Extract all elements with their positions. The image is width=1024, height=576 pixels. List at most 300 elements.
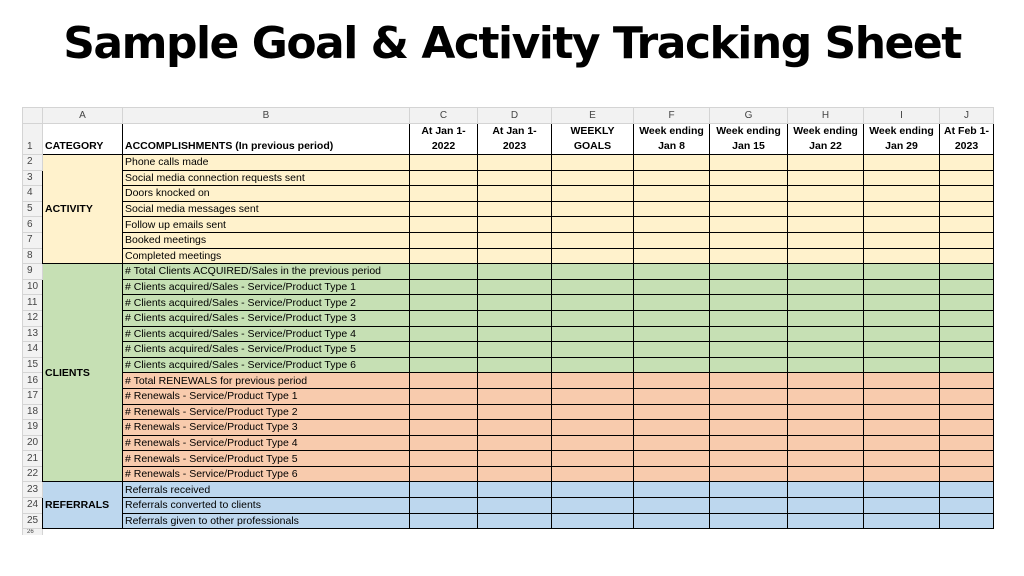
data-cell[interactable]: [864, 466, 940, 482]
data-cell[interactable]: [864, 404, 940, 420]
data-cell[interactable]: [940, 388, 994, 404]
data-cell[interactable]: [410, 310, 478, 326]
data-cell[interactable]: [478, 404, 552, 420]
table-row: [23, 451, 994, 467]
row-number[interactable]: 4: [23, 186, 43, 202]
data-cell[interactable]: [478, 310, 552, 326]
data-cell[interactable]: [478, 155, 552, 171]
data-cell[interactable]: [634, 404, 710, 420]
accomplishment-label[interactable]: # Total Clients ACQUIRED/Sales in the previous period: [123, 264, 410, 280]
data-cell[interactable]: [864, 357, 940, 373]
header-line: Week ending: [793, 125, 858, 137]
data-cell[interactable]: [478, 466, 552, 482]
data-cell[interactable]: [478, 513, 552, 529]
data-cell[interactable]: [788, 420, 864, 436]
data-cell[interactable]: [940, 482, 994, 498]
data-cell[interactable]: [788, 513, 864, 529]
row-number[interactable]: 20: [23, 435, 43, 451]
row-number[interactable]: 8: [23, 248, 43, 264]
data-cell[interactable]: [788, 217, 864, 233]
data-cell[interactable]: [478, 170, 552, 186]
row-number[interactable]: 21: [23, 451, 43, 467]
data-cell[interactable]: [552, 326, 634, 342]
data-cell[interactable]: [410, 373, 478, 389]
data-cell[interactable]: [410, 466, 478, 482]
data-cell[interactable]: [788, 342, 864, 358]
data-cell[interactable]: [710, 248, 788, 264]
data-cell[interactable]: [552, 155, 634, 171]
data-cell[interactable]: [478, 498, 552, 514]
data-cell[interactable]: [940, 170, 994, 186]
page-title: Sample Goal & Activity Tracking Sheet: [63, 18, 961, 69]
data-cell[interactable]: [940, 279, 994, 295]
table-row: [23, 513, 994, 529]
data-cell[interactable]: [634, 451, 710, 467]
data-cell[interactable]: [410, 451, 478, 467]
accomplishment-label[interactable]: # Clients acquired/Sales - Service/Product Type 4: [123, 326, 410, 342]
header-col-g[interactable]: [710, 124, 788, 155]
data-cell[interactable]: [864, 451, 940, 467]
row-number[interactable]: 23: [23, 482, 43, 498]
data-cell[interactable]: [478, 186, 552, 202]
data-cell[interactable]: [710, 264, 788, 280]
data-cell[interactable]: [788, 435, 864, 451]
data-cell[interactable]: [552, 248, 634, 264]
data-cell[interactable]: [410, 357, 478, 373]
data-cell[interactable]: [634, 264, 710, 280]
data-cell[interactable]: [940, 201, 994, 217]
data-cell[interactable]: [410, 186, 478, 202]
data-cell[interactable]: [710, 217, 788, 233]
column-header-b[interactable]: B: [123, 108, 410, 124]
row-number[interactable]: 2: [23, 155, 43, 171]
data-cell[interactable]: [940, 373, 994, 389]
data-cell[interactable]: [864, 170, 940, 186]
header-col-h[interactable]: [788, 124, 864, 155]
data-cell[interactable]: [634, 420, 710, 436]
data-cell[interactable]: [478, 451, 552, 467]
data-cell[interactable]: [940, 357, 994, 373]
data-cell[interactable]: [940, 248, 994, 264]
header-col-e[interactable]: [552, 124, 634, 155]
header-col-i[interactable]: [864, 124, 940, 155]
accomplishment-label[interactable]: # Renewals - Service/Product Type 3: [123, 420, 410, 436]
data-cell[interactable]: [552, 373, 634, 389]
data-cell[interactable]: [710, 388, 788, 404]
data-cell[interactable]: [788, 155, 864, 171]
column-header-c[interactable]: C: [410, 108, 478, 124]
empty-cell[interactable]: [552, 529, 634, 536]
data-cell[interactable]: [710, 295, 788, 311]
accomplishment-label[interactable]: Referrals given to other professionals: [123, 513, 410, 529]
data-cell[interactable]: [478, 201, 552, 217]
data-cell[interactable]: [478, 388, 552, 404]
data-cell[interactable]: [940, 155, 994, 171]
data-cell[interactable]: [410, 170, 478, 186]
data-cell[interactable]: [552, 264, 634, 280]
data-cell[interactable]: [788, 310, 864, 326]
data-cell[interactable]: [788, 170, 864, 186]
data-cell[interactable]: [410, 435, 478, 451]
data-cell[interactable]: [710, 435, 788, 451]
accomplishment-label[interactable]: Completed meetings: [123, 248, 410, 264]
data-cell[interactable]: [710, 373, 788, 389]
data-cell[interactable]: [634, 388, 710, 404]
data-cell[interactable]: [940, 513, 994, 529]
data-cell[interactable]: [710, 326, 788, 342]
header-line: Jan 22: [809, 140, 842, 152]
table-row: [23, 248, 994, 264]
column-header-g[interactable]: G: [710, 108, 788, 124]
data-cell[interactable]: [710, 420, 788, 436]
data-cell[interactable]: [634, 310, 710, 326]
data-cell[interactable]: [478, 279, 552, 295]
data-cell[interactable]: [940, 435, 994, 451]
empty-cell[interactable]: [410, 529, 478, 536]
row-number[interactable]: 10: [23, 279, 43, 295]
table-row: [23, 201, 994, 217]
data-cell[interactable]: [478, 217, 552, 233]
accomplishment-label[interactable]: Follow up emails sent: [123, 217, 410, 233]
data-cell[interactable]: [710, 201, 788, 217]
data-cell[interactable]: [864, 201, 940, 217]
data-cell[interactable]: [864, 232, 940, 248]
column-header-h[interactable]: H: [788, 108, 864, 124]
accomplishment-label[interactable]: Social media connection requests sent: [123, 170, 410, 186]
data-cell[interactable]: [940, 217, 994, 233]
data-cell[interactable]: [410, 420, 478, 436]
row-number[interactable]: 13: [23, 326, 43, 342]
data-cell[interactable]: [410, 326, 478, 342]
data-cell[interactable]: [940, 264, 994, 280]
data-cell[interactable]: [410, 388, 478, 404]
column-header-e[interactable]: E: [552, 108, 634, 124]
accomplishment-label[interactable]: # Renewals - Service/Product Type 4: [123, 435, 410, 451]
data-cell[interactable]: [864, 388, 940, 404]
row-number[interactable]: 22: [23, 466, 43, 482]
header-line: Week ending: [716, 125, 781, 137]
data-cell[interactable]: [478, 342, 552, 358]
data-cell[interactable]: [634, 295, 710, 311]
data-cell[interactable]: [634, 201, 710, 217]
row-number[interactable]: 3: [23, 170, 43, 186]
table-row: [23, 498, 994, 514]
data-cell[interactable]: [410, 498, 478, 514]
data-cell[interactable]: [634, 217, 710, 233]
data-cell[interactable]: [478, 295, 552, 311]
data-cell[interactable]: [788, 373, 864, 389]
table-row: [23, 170, 994, 186]
row-number[interactable]: 14: [23, 342, 43, 358]
header-col-d[interactable]: [478, 124, 552, 155]
data-cell[interactable]: [410, 295, 478, 311]
data-cell[interactable]: [864, 498, 940, 514]
data-cell[interactable]: [864, 217, 940, 233]
data-cell[interactable]: [634, 498, 710, 514]
data-cell[interactable]: [552, 342, 634, 358]
data-cell[interactable]: [634, 513, 710, 529]
column-header-i[interactable]: I: [864, 108, 940, 124]
data-cell[interactable]: [410, 342, 478, 358]
header-line: At Jan 1-: [492, 125, 537, 137]
row-number[interactable]: 16: [23, 373, 43, 389]
data-cell[interactable]: [788, 186, 864, 202]
row-number[interactable]: 19: [23, 420, 43, 436]
data-cell[interactable]: [410, 232, 478, 248]
empty-cell[interactable]: [123, 529, 410, 536]
data-cell[interactable]: [552, 482, 634, 498]
row-number[interactable]: 17: [23, 388, 43, 404]
data-cell[interactable]: [634, 326, 710, 342]
empty-cell[interactable]: [710, 529, 788, 536]
data-cell[interactable]: [410, 513, 478, 529]
data-cell[interactable]: [940, 326, 994, 342]
data-cell[interactable]: [710, 232, 788, 248]
empty-cell[interactable]: [788, 529, 864, 536]
empty-cell[interactable]: [43, 529, 123, 536]
accomplishment-label[interactable]: # Clients acquired/Sales - Service/Product Type 5: [123, 342, 410, 358]
data-cell[interactable]: [864, 264, 940, 280]
data-cell[interactable]: [478, 264, 552, 280]
data-cell[interactable]: [478, 482, 552, 498]
accomplishment-label[interactable]: # Renewals - Service/Product Type 6: [123, 466, 410, 482]
header-col-j[interactable]: [940, 124, 994, 155]
data-cell[interactable]: [552, 310, 634, 326]
accomplishment-label[interactable]: # Renewals - Service/Product Type 1: [123, 388, 410, 404]
data-cell[interactable]: [634, 466, 710, 482]
data-cell[interactable]: [788, 201, 864, 217]
data-cell[interactable]: [864, 155, 940, 171]
data-cell[interactable]: [552, 513, 634, 529]
data-cell[interactable]: [552, 295, 634, 311]
category-cell-clients[interactable]: CLIENTS: [43, 264, 123, 482]
data-cell[interactable]: [940, 295, 994, 311]
accomplishment-label[interactable]: Phone calls made: [123, 155, 410, 171]
data-cell[interactable]: [710, 404, 788, 420]
data-cell[interactable]: [552, 232, 634, 248]
data-cell[interactable]: [788, 264, 864, 280]
data-cell[interactable]: [710, 513, 788, 529]
data-cell[interactable]: [940, 310, 994, 326]
data-cell[interactable]: [864, 186, 940, 202]
row-number[interactable]: 26: [23, 529, 43, 536]
select-all-corner[interactable]: [23, 108, 43, 124]
category-cell-activity[interactable]: ACTIVITY: [43, 155, 123, 264]
header-line: At Jan 1-: [421, 125, 466, 137]
data-cell[interactable]: [788, 404, 864, 420]
data-cell[interactable]: [710, 498, 788, 514]
data-cell[interactable]: [710, 342, 788, 358]
data-cell[interactable]: [940, 466, 994, 482]
category-cell-referrals[interactable]: REFERRALS: [43, 482, 123, 529]
row-number[interactable]: 6: [23, 217, 43, 233]
data-cell[interactable]: [710, 451, 788, 467]
table-row: [23, 279, 994, 295]
column-header-a[interactable]: A: [43, 108, 123, 124]
table-row: [23, 310, 994, 326]
data-cell[interactable]: [634, 155, 710, 171]
data-cell[interactable]: [552, 435, 634, 451]
data-cell[interactable]: [864, 295, 940, 311]
empty-cell[interactable]: [940, 529, 994, 536]
header-line: GOALS: [573, 140, 612, 152]
data-cell[interactable]: [478, 232, 552, 248]
accomplishment-label[interactable]: # Clients acquired/Sales - Service/Product Type 6: [123, 357, 410, 373]
data-cell[interactable]: [788, 482, 864, 498]
data-cell[interactable]: [864, 326, 940, 342]
data-cell[interactable]: [864, 513, 940, 529]
accomplishment-label[interactable]: # Renewals - Service/Product Type 2: [123, 404, 410, 420]
data-cell[interactable]: [410, 404, 478, 420]
data-cell[interactable]: [478, 357, 552, 373]
table-row: [23, 435, 994, 451]
data-cell[interactable]: [410, 482, 478, 498]
data-cell[interactable]: [410, 279, 478, 295]
data-cell[interactable]: [940, 420, 994, 436]
table-row: [23, 326, 994, 342]
data-cell[interactable]: [864, 420, 940, 436]
data-cell[interactable]: [552, 279, 634, 295]
accomplishment-label[interactable]: # Clients acquired/Sales - Service/Product Type 1: [123, 279, 410, 295]
data-cell[interactable]: [710, 357, 788, 373]
data-cell[interactable]: [788, 357, 864, 373]
data-cell[interactable]: [940, 342, 994, 358]
accomplishment-label[interactable]: Social media messages sent: [123, 201, 410, 217]
data-cell[interactable]: [940, 232, 994, 248]
row-number[interactable]: 25: [23, 513, 43, 529]
data-cell[interactable]: [788, 466, 864, 482]
data-cell[interactable]: [552, 420, 634, 436]
data-cell[interactable]: [634, 279, 710, 295]
spreadsheet-grid: [22, 107, 994, 535]
data-cell[interactable]: [864, 482, 940, 498]
row-number[interactable]: 18: [23, 404, 43, 420]
data-cell[interactable]: [864, 279, 940, 295]
header-col-f[interactable]: [634, 124, 710, 155]
accomplishment-label[interactable]: # Total RENEWALS for previous period: [123, 373, 410, 389]
data-cell[interactable]: [410, 217, 478, 233]
row-number[interactable]: 11: [23, 295, 43, 311]
data-cell[interactable]: [552, 466, 634, 482]
data-cell[interactable]: [788, 232, 864, 248]
data-cell[interactable]: [634, 186, 710, 202]
row-number[interactable]: 12: [23, 310, 43, 326]
accomplishment-label[interactable]: # Clients acquired/Sales - Service/Product Type 3: [123, 310, 410, 326]
data-cell[interactable]: [478, 326, 552, 342]
row-number[interactable]: 1: [23, 124, 43, 155]
data-cell[interactable]: [788, 295, 864, 311]
data-cell[interactable]: [552, 170, 634, 186]
data-cell[interactable]: [634, 232, 710, 248]
data-cell[interactable]: [864, 373, 940, 389]
data-cell[interactable]: [788, 498, 864, 514]
data-cell[interactable]: [410, 248, 478, 264]
data-cell[interactable]: [788, 451, 864, 467]
data-cell[interactable]: [788, 279, 864, 295]
table-row: [23, 420, 994, 436]
data-cell[interactable]: [710, 482, 788, 498]
table-row: [23, 217, 994, 233]
header-line: 2023: [954, 140, 979, 152]
accomplishment-label[interactable]: # Clients acquired/Sales - Service/Product Type 2: [123, 295, 410, 311]
accomplishment-label[interactable]: Booked meetings: [123, 232, 410, 248]
data-cell[interactable]: [552, 186, 634, 202]
data-cell[interactable]: [410, 201, 478, 217]
accomplishment-label[interactable]: Referrals received: [123, 482, 410, 498]
data-cell[interactable]: [552, 217, 634, 233]
data-cell[interactable]: [788, 248, 864, 264]
header-category[interactable]: CATEGORY: [43, 124, 123, 155]
data-cell[interactable]: [864, 342, 940, 358]
accomplishment-label[interactable]: # Renewals - Service/Product Type 5: [123, 451, 410, 467]
data-cell[interactable]: [710, 186, 788, 202]
data-cell[interactable]: [552, 201, 634, 217]
data-cell[interactable]: [634, 357, 710, 373]
data-cell[interactable]: [710, 279, 788, 295]
data-cell[interactable]: [634, 373, 710, 389]
data-cell[interactable]: [478, 248, 552, 264]
data-cell[interactable]: [552, 404, 634, 420]
row-number[interactable]: 9: [23, 264, 43, 280]
data-cell[interactable]: [478, 435, 552, 451]
data-cell[interactable]: [478, 373, 552, 389]
row-number[interactable]: 15: [23, 357, 43, 373]
data-cell[interactable]: [710, 170, 788, 186]
table-row: [23, 373, 994, 389]
row-number[interactable]: 5: [23, 201, 43, 217]
data-cell[interactable]: [552, 388, 634, 404]
data-cell[interactable]: [940, 186, 994, 202]
data-cell[interactable]: [710, 155, 788, 171]
data-cell[interactable]: [634, 482, 710, 498]
data-cell[interactable]: [478, 420, 552, 436]
data-cell[interactable]: [634, 342, 710, 358]
column-header-f[interactable]: F: [634, 108, 710, 124]
data-cell[interactable]: [634, 435, 710, 451]
data-cell[interactable]: [940, 451, 994, 467]
data-cell[interactable]: [552, 451, 634, 467]
data-cell[interactable]: [710, 466, 788, 482]
column-header-j[interactable]: J: [940, 108, 994, 124]
header-col-c[interactable]: [410, 124, 478, 155]
data-cell[interactable]: [410, 264, 478, 280]
data-cell[interactable]: [864, 310, 940, 326]
data-cell[interactable]: [940, 498, 994, 514]
data-cell[interactable]: [864, 435, 940, 451]
data-cell[interactable]: [864, 248, 940, 264]
data-cell[interactable]: [552, 498, 634, 514]
data-cell[interactable]: [788, 388, 864, 404]
header-accomplishments[interactable]: ACCOMPLISHMENTS (In previous period): [123, 124, 410, 155]
data-cell[interactable]: [940, 404, 994, 420]
column-header-d[interactable]: D: [478, 108, 552, 124]
accomplishment-label[interactable]: Doors knocked on: [123, 186, 410, 202]
header-line: At Feb 1-: [944, 125, 989, 137]
row-number[interactable]: 24: [23, 498, 43, 514]
data-cell[interactable]: [788, 326, 864, 342]
table-row: [23, 388, 994, 404]
data-cell[interactable]: [410, 155, 478, 171]
empty-cell[interactable]: [864, 529, 940, 536]
row-number[interactable]: 7: [23, 232, 43, 248]
accomplishment-label[interactable]: Referrals converted to clients: [123, 498, 410, 514]
data-cell[interactable]: [552, 357, 634, 373]
data-cell[interactable]: [634, 170, 710, 186]
data-cell[interactable]: [710, 310, 788, 326]
empty-cell[interactable]: [478, 529, 552, 536]
data-cell[interactable]: [634, 248, 710, 264]
empty-cell[interactable]: [634, 529, 710, 536]
